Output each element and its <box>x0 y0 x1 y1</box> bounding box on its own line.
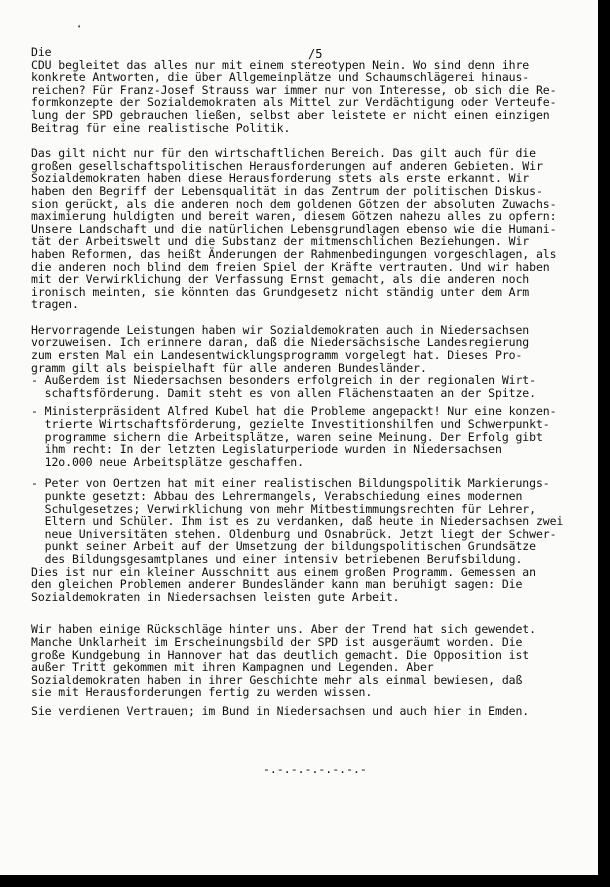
text-line: sion gerückt, als die anderen noch dem goldenen Götzen der absoluten Zuwachs- <box>31 196 557 211</box>
text-line: neue Universitäten stehen. Oldenburg und Osnabrück. Jetzt liegt der Schwer- <box>31 526 557 541</box>
text-line: konkrete Antworten, die über Allgemeinplätze und Schaumschlägerei hinaus- <box>31 70 530 85</box>
text-line: gramm gilt als beispielhaft für alle anderen Bundesländer. <box>31 360 427 375</box>
text-line: ihm recht: In der letzten Legislaturperiode wurden in Niedersachsen <box>31 442 502 457</box>
text-line: Schulgesetzes; Verwirklichung von mehr Mitbestimmungsrechten für Lehrer, <box>31 501 536 516</box>
document-body <box>31 46 591 718</box>
text-line: CDU begleitet das alles nur mit einem stereotypen Nein. Wo sind denn ihre <box>31 57 530 72</box>
text-line: mit der Verwirklichung der Verfassung Ernst gemacht, als die anderen noch <box>31 272 530 287</box>
text-line: trierte Wirtschaftsförderung, gezielte Investitionshilfen und Schwerpunkt- <box>31 417 550 432</box>
text-line: Sozialdemokraten in Niedersachsen leisten gute Arbeit. <box>31 589 400 604</box>
text-line: ironisch meinten, sie könnten das Grundgesetz nicht ständig unter dem Arm <box>31 284 530 299</box>
text-line: haben Reformen, das heißt Änderungen der Rahmenbedingungen vorgeschlagen, als <box>31 246 557 261</box>
text-line: Manche Unklarheit im Erscheinungsbild der SPD ist ausgeräumt worden. Die <box>31 634 523 649</box>
text-line: maximierung huldigten und bereit waren, diesem Götzen nahezu alles zu opfern: <box>31 209 557 224</box>
text-line: des Bildungsgesamtplanes und einer intensiv betriebenen Berufsbildung. <box>31 551 523 566</box>
closing-line: Sie verdienen Vertrauen; im Bund in Niedersachsen und auch hier in Emden. <box>31 703 530 718</box>
text-line: Sozialdemokraten haben diese Herausforderung stets als erste erkannt. Wir <box>31 171 530 186</box>
text-line: große Kundgebung in Hannover hat das deutlich gemacht. Die Opposition ist <box>31 647 530 662</box>
scan-border-bottom <box>0 875 610 887</box>
text-line: - Peter von Oertzen hat mit einer realistischen Bildungspolitik Markierungs- <box>31 476 550 491</box>
scan-border-right <box>598 0 610 887</box>
text-line: reichen? Für Franz-Josef Strauss war immer nur von Interesse, ob sich die Re- <box>31 82 557 97</box>
text-line: 12o.000 neue Arbeitsplätze geschaffen. <box>31 454 304 469</box>
text-line: - Ministerpräsident Alfred Kubel hat die Probleme angepackt! Nur eine konzen- <box>31 404 557 419</box>
text-line: - Außerdem ist Niedersachsen besonders erfolgreich in der regionalen Wirt- <box>31 373 536 388</box>
page-number: /5 <box>308 47 323 61</box>
text-line: vorzuweisen. Ich erinnere daran, daß die Niedersächsische Landesregierung <box>31 335 530 350</box>
bullet-item <box>31 405 591 468</box>
paragraph-niedersachsen <box>31 324 591 374</box>
closing-line-wrap <box>31 705 591 718</box>
bullet-item <box>31 374 591 399</box>
text-line: programme sichern die Arbeitsplätze, waren seine Meinung. Der Erfolg gibt <box>31 429 543 444</box>
text-line: außer Tritt gekommen mit ihren Kampagnen und Legenden. Aber <box>31 660 434 675</box>
text-line: schaftsförderung. Damit steht es von allen Flächenstaaten an der Spitze. <box>31 385 536 400</box>
bullet-item <box>31 477 591 565</box>
text-line: punkte gesetzt: Abbau des Lehrermangels, Verabschiedung eines modernen <box>31 489 523 503</box>
text-line: Hervorragende Leistungen haben wir Sozialdemokraten auch in Niedersachsen <box>31 322 530 337</box>
text-line: Beitrag für eine realistische Politik. <box>31 120 291 135</box>
text-line: punkt seiner Arbeit auf der Umsetzung der bildungspolitischen Grundsätze <box>31 539 536 554</box>
text-line: Wir haben einige Rückschläge hinter uns. Aber der Trend hat sich gewendet. <box>31 622 536 637</box>
text-line: die anderen noch blind dem freien Spiel der Kräfte vertrauten. Und wir haben <box>31 259 550 274</box>
paragraph-final <box>31 623 591 699</box>
paragraph-summary <box>31 566 591 604</box>
text-line: Sozialdemokraten haben in ihrer Geschichte mehr als einmal bewiesen, daß <box>31 672 523 687</box>
text-line: tät der Arbeitswelt und die Substanz der mitmenschlichen Beziehungen. Wir <box>31 234 530 249</box>
text-line: haben den Begriff der Lebensqualität in das Zentrum der politischen Diskus- <box>31 183 543 198</box>
text-line: Die <box>31 45 52 59</box>
text-line: Dies ist nur ein kleiner Ausschnitt aus einem großen Programm. Gemessen an <box>31 564 536 579</box>
text-line: Eltern und Schüler. Ihm ist es zu verdanken, daß heute in Niedersachsen zwei <box>31 514 564 529</box>
handwritten-mark: ❛ <box>76 24 83 35</box>
end-divider: -.-.-.-.-.-.-.- <box>263 762 367 776</box>
paragraph-herausforderungen <box>31 147 591 311</box>
text-line: tragen. <box>31 297 79 312</box>
text-line: Das gilt nicht nur für den wirtschaftlichen Bereich. Das gilt auch für die <box>31 146 536 161</box>
text-line: Unsere Landschaft und die natürlichen Lebensgrundlagen ebenso wie die Humani- <box>31 221 557 236</box>
text-line: lung der SPD gebrauchen ließen, selbst aber leistete er nicht einen einzigen <box>31 107 550 122</box>
text-line: den gleichen Problemen anderer Bundesländer kann man beruhigt sagen: Die <box>31 577 523 592</box>
text-line: großen gesellschaftspolitischen Herausforderungen auf anderen Gebieten. Wir <box>31 158 543 173</box>
text-line: sie mit Herausforderungen fertig zu werden wissen. <box>31 685 373 700</box>
text-line: zum ersten Mal ein Landesentwicklungsprogramm vorgelegt hat. Dieses Pro- <box>31 348 523 363</box>
text-line: formkonzepte der Sozialdemokraten als Mittel zur Verdächtigung oder Verteufe- <box>31 95 557 110</box>
paragraph-cdu <box>31 46 591 134</box>
